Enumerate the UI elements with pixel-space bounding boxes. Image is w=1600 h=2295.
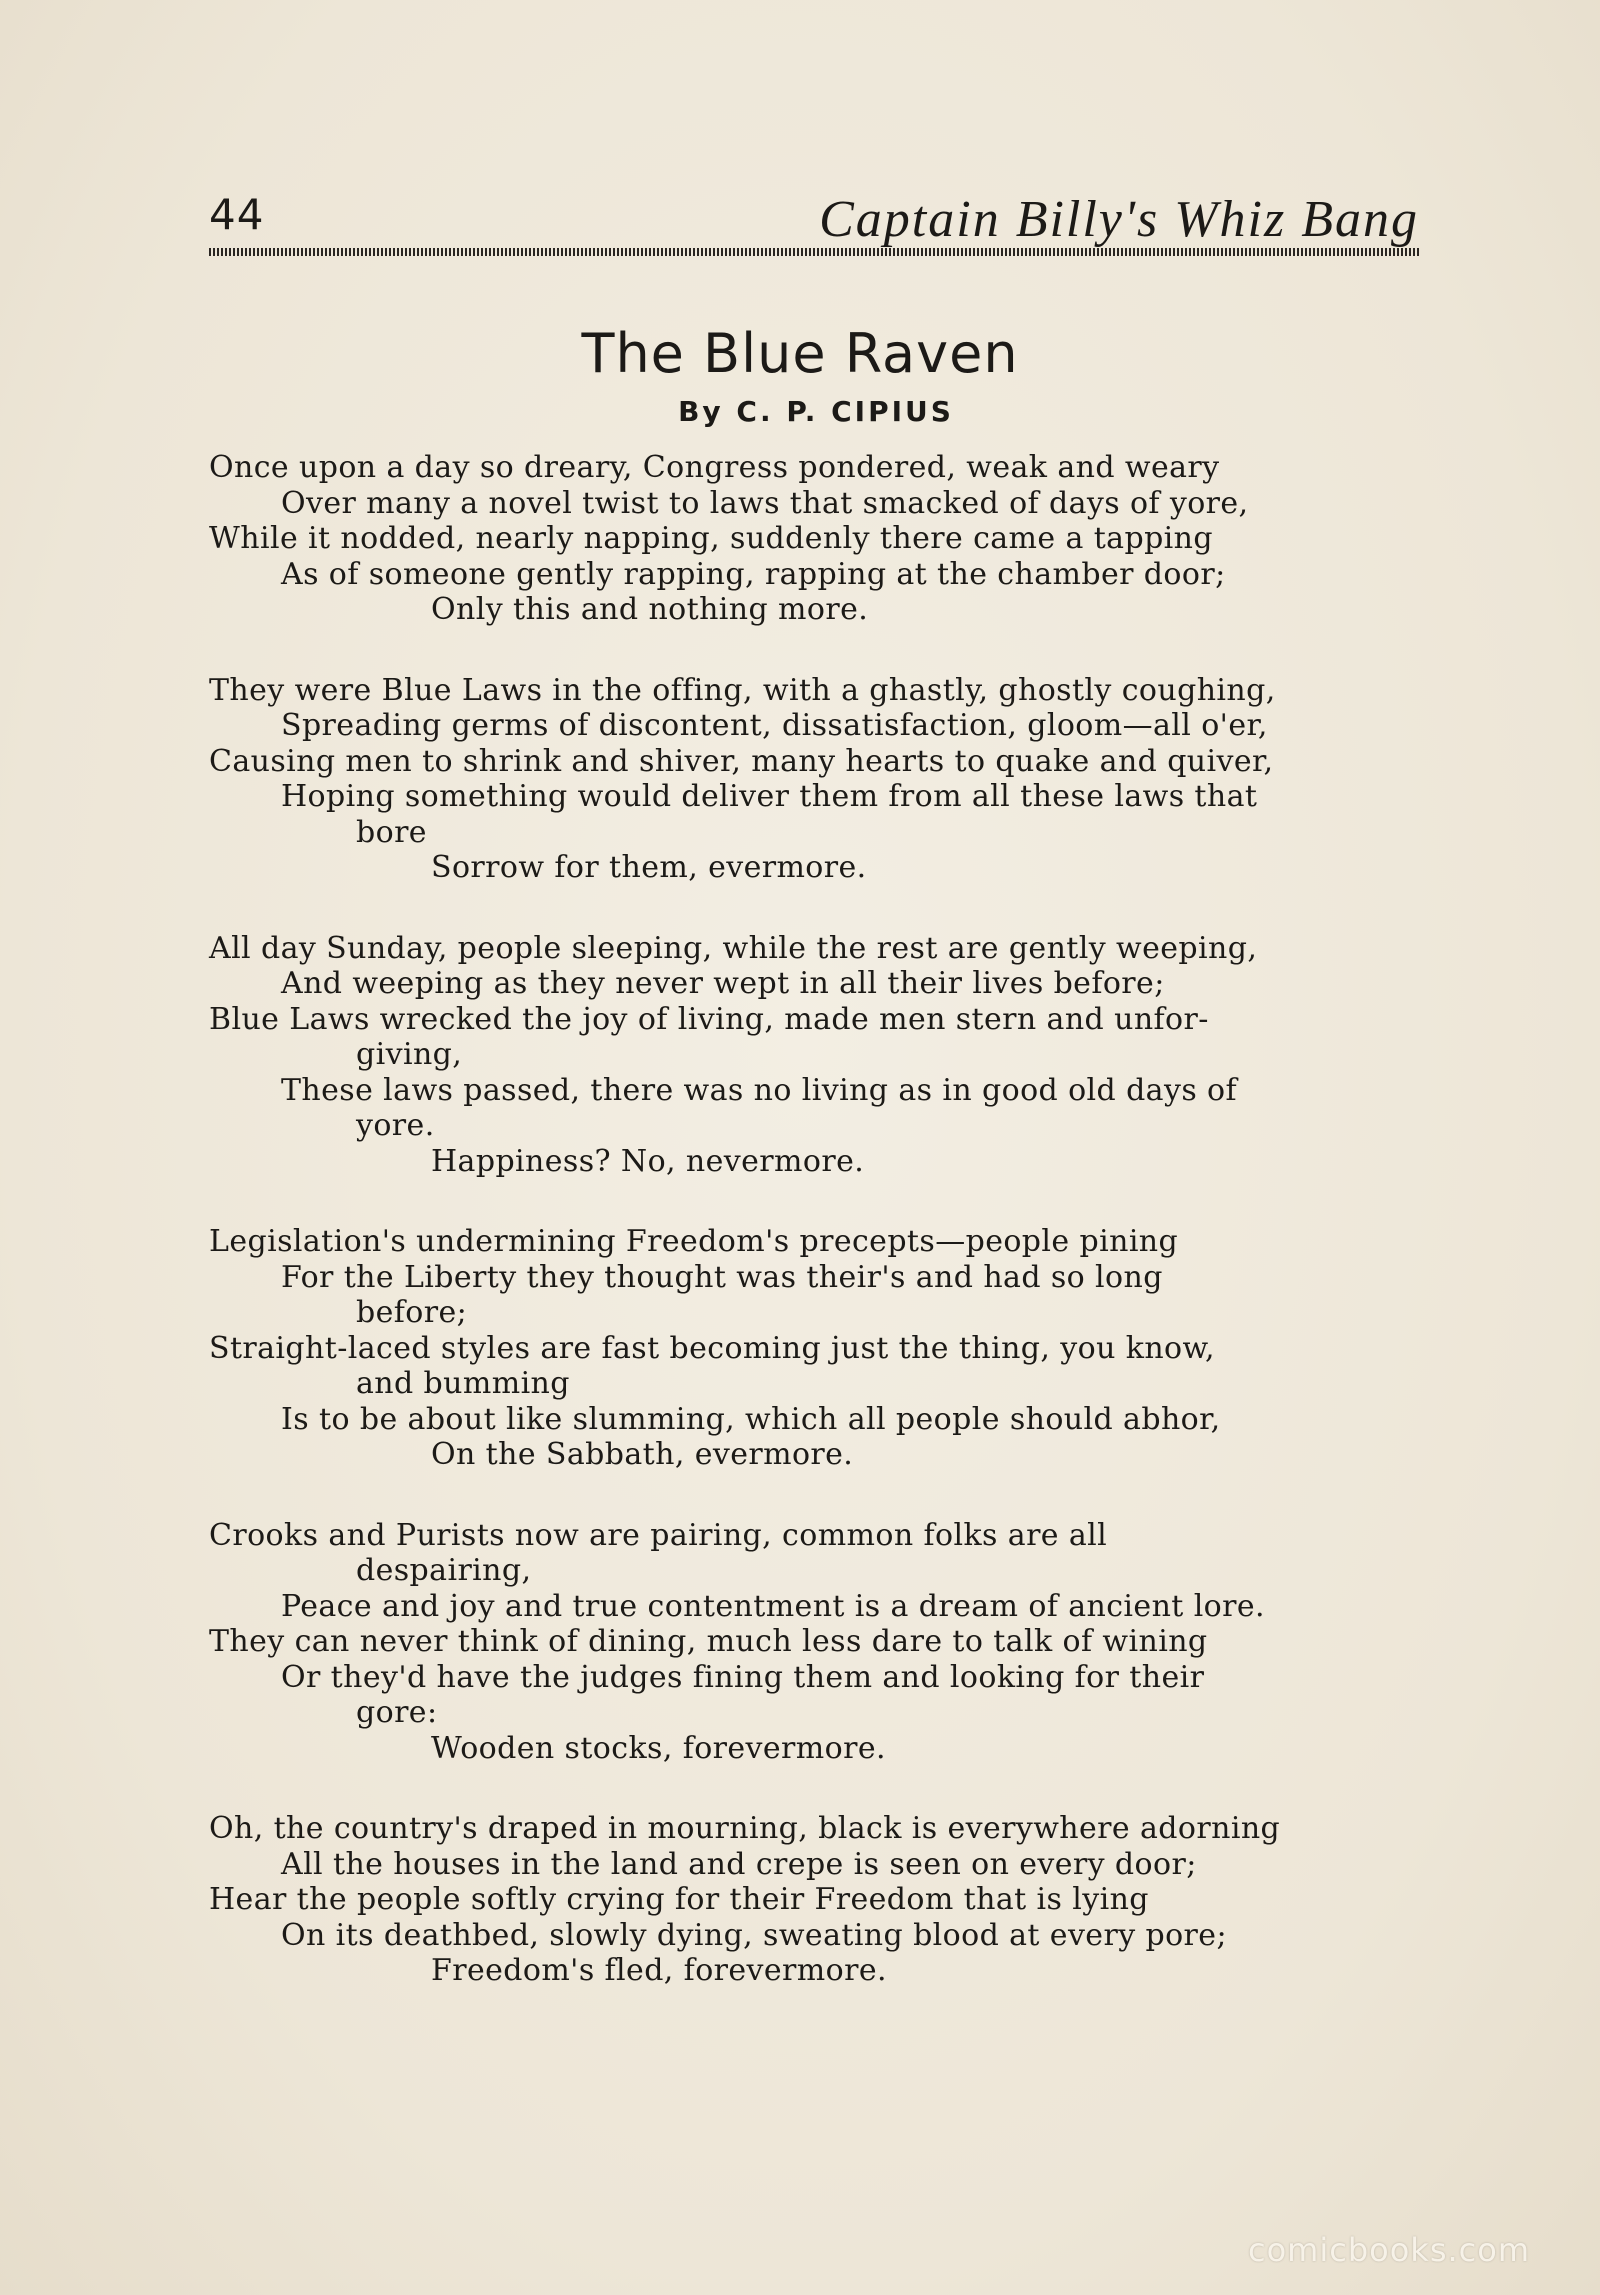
poem-line: Crooks and Purists now are pairing, common folks are all [209, 1517, 1108, 1553]
poem-line: And weeping as they never wept in all their lives before; [281, 966, 1165, 1001]
poem-line: and bumming [356, 1366, 570, 1401]
stanza [209, 1224, 1419, 1473]
poem-line: bore [356, 814, 427, 850]
poem-line: Sorrow for them, evermore. [431, 850, 867, 885]
stanza [209, 1518, 1419, 1767]
poem-line: yore. [356, 1108, 435, 1143]
poem-line: Freedom's fled, forevermore. [431, 1953, 887, 1988]
poem-line: giving, [356, 1037, 463, 1072]
poem-line: They were Blue Laws in the offing, with a ghastly, ghostly coughing, [209, 672, 1276, 708]
poem-line: despairing, [356, 1553, 532, 1588]
poem-line: Oh, the country's draped in mourning, black is everywhere adorning [209, 1811, 1281, 1846]
header-rule [209, 248, 1419, 256]
poem-line: Hear the people softly crying for their Freedom that is lying [209, 1882, 1149, 1917]
page-number: 44 [209, 190, 265, 239]
poem-line: Over many a novel twist to laws that smacked of days of yore, [281, 485, 1249, 521]
poem-line: All day Sunday, people sleeping, while the rest are gently weeping, [209, 930, 1258, 966]
watermark: comicbooks.com [1247, 2231, 1530, 2269]
poem-line: Is to be about like slumming, which all people should abhor, [281, 1401, 1221, 1437]
poem-line: Straight-laced styles are fast becoming just the thing, you know, [209, 1330, 1215, 1366]
poem-line: Once upon a day so dreary, Congress pondered, weak and weary [209, 450, 1220, 485]
stanza [209, 450, 1419, 628]
stanza [209, 673, 1419, 886]
poem-line: These laws passed, there was no living as in good old days of [281, 1072, 1238, 1108]
poem-line: Legislation's undermining Freedom's precepts—people pining [209, 1224, 1179, 1259]
poem-line: All the houses in the land and crepe is seen on every door; [281, 1846, 1197, 1882]
poem-line: For the Liberty they thought was their's and had so long [281, 1259, 1163, 1295]
stanza [209, 1811, 1419, 1989]
poem-title: The Blue Raven [581, 322, 1019, 385]
poem-line: Hoping something would deliver them from all these laws that [281, 779, 1258, 814]
running-title: Captain Billy's Whiz Bang [819, 191, 1419, 248]
page-header [209, 190, 1419, 250]
poem-body [209, 450, 1419, 2034]
poem-line: On its deathbed, slowly dying, sweating blood at every pore; [281, 1917, 1227, 1953]
poem-byline: By C. P. CIPIUS [678, 395, 954, 428]
poem-line: They can never think of dining, much less dare to talk of wining [209, 1624, 1208, 1659]
poem-line: Blue Laws wrecked the joy of living, made men stern and unfor- [209, 1001, 1209, 1037]
stanza [209, 931, 1419, 1180]
poem-line: Only this and nothing more. [431, 592, 869, 627]
poem-line: before; [356, 1295, 468, 1330]
poem-line: Causing men to shrink and shiver, many hearts to quake and quiver, [209, 743, 1274, 779]
poem-line: Happiness? No, nevermore. [431, 1143, 865, 1179]
poem-line: Spreading germs of discontent, dissatisfaction, gloom—all o'er, [281, 708, 1268, 743]
poem-line: On the Sabbath, evermore. [431, 1437, 854, 1472]
poem-line: Peace and joy and true contentment is a dream of ancient lore. [281, 1588, 1265, 1624]
poem-line: As of someone gently rapping, rapping at the chamber door; [281, 556, 1226, 592]
poem-line: Or they'd have the judges fining them and looking for their [281, 1659, 1205, 1695]
poem-line: While it nodded, nearly napping, suddenly there came a tapping [209, 521, 1213, 556]
poem-line: Wooden stocks, forevermore. [431, 1730, 886, 1766]
poem-line: gore: [356, 1695, 438, 1730]
